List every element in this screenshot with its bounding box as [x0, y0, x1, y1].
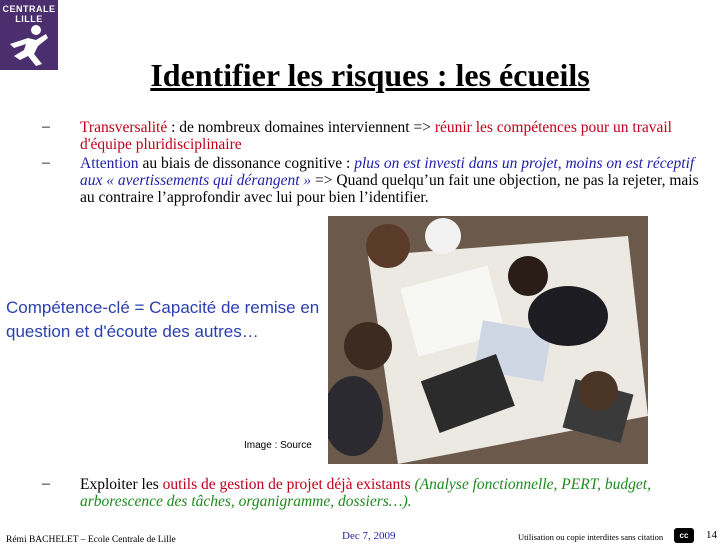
footer-notice: Utilisation ou copie interdites sans citation [518, 532, 664, 542]
bullet-examples: (Analyse fonctionnelle, PERT, budget, arborescence des tâches, organigramme, dossiers…). [80, 476, 651, 510]
bullet-dash: – [42, 475, 50, 492]
bullet-dash: – [42, 118, 50, 135]
footer-author: Rémi BACHELET – Ecole Centrale de Lille [6, 535, 176, 545]
bullet-text-2: => Quand quelqu’un fait une objection, ne pas la rejeter, mais au contraire l’approfondir avec lui pour bien l’identifier. [80, 172, 699, 206]
runner-icon [6, 24, 52, 66]
bullet-text: Exploiter les [80, 476, 163, 493]
image-caption: Image : Source [244, 440, 312, 451]
team-meeting-photo [328, 216, 648, 464]
bullet-italic: plus on est investi dans un projet, moins on est réceptif aux « avertissements qui dérangent » [80, 155, 695, 189]
bullet-term: Attention [80, 155, 139, 172]
logo-text-line1: CENTRALE [2, 4, 56, 14]
bullet-highlight: outils de gestion de projet déjà existants [162, 476, 411, 493]
bullet-outils [80, 476, 705, 510]
bullet-transversalite [80, 119, 700, 153]
bullet-attention [80, 155, 700, 206]
slide-title: Identifier les risques : les écueils [150, 57, 590, 93]
bullet-dash: – [42, 154, 50, 171]
bullet-highlight: réunir les compétences pour un travail d'équipe pluridisciplinaire [80, 119, 672, 153]
logo-text-line2: LILLE [15, 14, 43, 24]
creative-commons-icon: cc [674, 528, 694, 543]
bullet-text: : de nombreux domaines interviennent => [167, 119, 435, 136]
bullet-text: au biais de dissonance cognitive : [138, 155, 355, 172]
bullet-term: Transversalité [80, 119, 168, 136]
key-competence-text: Compétence-clé = Capacité de remise en question et d'écoute des autres… [6, 298, 320, 341]
footer-date: Dec 7, 2009 [342, 530, 396, 542]
page-number: 14 [706, 529, 717, 541]
school-logo [0, 0, 58, 70]
